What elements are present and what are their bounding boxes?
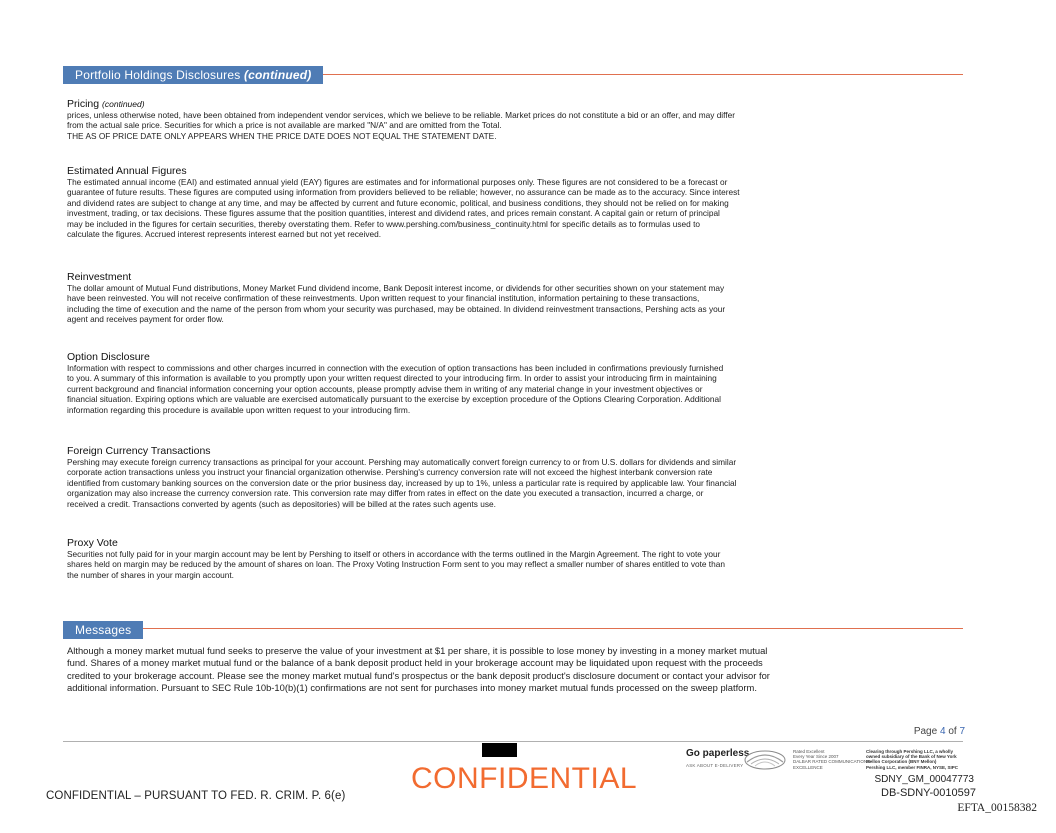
- estimated-annual-figures-section: [67, 165, 963, 239]
- estimated-title: Estimated Annual Figures: [67, 165, 187, 177]
- estimated-line: investment, trading, or tax decisions. These figures assume that the position quantities, interest and dividend rates, and prices remain constant. A capital gain or return of principal: [67, 208, 720, 219]
- bates-number-efta: EFTA_00158382: [957, 802, 1037, 814]
- clearing-text: [866, 749, 958, 770]
- option-line: Information with respect to commissions and other charges incurred in connection with the execution of option transactions has been included in confirmations previously furnished: [67, 363, 724, 373]
- reinvestment-section: [67, 271, 963, 325]
- pricing-line: THE AS OF PRICE DATE ONLY APPEARS WHEN THE PRICE DATE DOES NOT EQUAL THE STATEMENT DATE.: [67, 130, 497, 141]
- foreign-title: Foreign Currency Transactions: [67, 445, 211, 457]
- messages-header: [63, 621, 143, 639]
- proxy-line: Securities not fully paid for in your margin account may be lent by Pershing to itself or others in accordance with the terms outlined in the Margin Agreement. The right to vote your: [67, 549, 721, 559]
- foreign-line: Pershing may execute foreign currency transactions as principal for your account. Pershing may automatically convert foreign currency to or from U.S. dollars for dividends and similar: [67, 457, 737, 467]
- reinvestment-line: have been reinvested. You will not receive confirmation of these reinvestments. Upon written request to your financial institution, information pertaining to these transactions,: [67, 293, 700, 304]
- reinvestment-line: The dollar amount of Mutual Fund distributions, Money Market Fund dividend income, Bank Deposit interest income, or dividends for other securities shown on your statement may: [67, 283, 725, 293]
- clearing-line: Mellon Corporation (BNY Mellon): [866, 759, 937, 765]
- portfolio-tab-suffix: (continued): [243, 68, 312, 82]
- estimated-line: The estimated annual income (EAI) and estimated annual yield (EAY) figures are estimates and for informational purposes only. These figures are not considered to be a forecast or: [67, 177, 728, 187]
- proxy-title: Proxy Vote: [67, 537, 118, 549]
- redaction-box: [482, 743, 517, 757]
- option-line: current background and financial information concerning your option accounts, please promptly advise them in writing of any material change in your investment objectives or: [67, 383, 703, 394]
- portfolio-tab-label: Portfolio Holdings Disclosures: [75, 68, 241, 82]
- confidential-stamp: CONFIDENTIAL: [411, 762, 638, 795]
- dalbar-line: DALBAR RATED COMMUNICATIONS: [793, 759, 871, 765]
- pricing-title-text: Pricing: [67, 98, 100, 110]
- pricing-section: [67, 98, 963, 141]
- bates-number-db-sdny: DB-SDNY-0010597: [881, 787, 976, 799]
- foreign-line: received a credit. Transactions converted by agents (such as depositories) will be billed at the rates such agents use.: [67, 498, 496, 509]
- pricing-title-suffix: (continued): [102, 99, 145, 109]
- page-label: Page: [913, 726, 938, 737]
- bates-number-sdny-gm: SDNY_GM_00047773: [874, 774, 974, 785]
- proxy-line: the number of shares in your margin account.: [67, 569, 234, 580]
- pricing-line: prices, unless otherwise noted, have been obtained from independent vendor services, which we believe to be reliable. Market prices do not constitute a bid or an offer, and may differ: [67, 110, 735, 120]
- proxy-line: shares held on margin may be reduced by the amount of shares on loan. The Proxy Voting Instruction Form sent to you may reflect a smaller number of shares entitled to vote than: [67, 559, 725, 570]
- dalbar-line: EXCELLENCE: [793, 764, 823, 770]
- page-of: of: [948, 726, 957, 737]
- estimated-line: and dividend rates are subject to change at any time, and may be affected by current and future economic, political, and business conditions, they should not be relied on for making: [67, 197, 729, 208]
- reinvestment-line: including the time of execution and the name of the person from whom your security was purchased, may be obtained. In dividend reinvestment transactions, Pershing acts as your: [67, 303, 726, 314]
- messages-header-rule: [143, 628, 963, 629]
- messages-line: Although a money market mutual fund seeks to preserve the value of your investment at $1 per share, it is possible to lose money by investing in a money market mutual: [67, 645, 768, 656]
- portfolio-disclosures-header: [63, 66, 323, 84]
- messages-line: fund. Shares of a money market mutual fund or the balance of a bank deposit product held in your brokerage account may be liquidated upon request with the proceeds: [67, 657, 763, 669]
- clearing-line: owned subsidiary of the Bank of New York: [866, 754, 957, 760]
- proxy-vote-section: [67, 537, 963, 580]
- clearing-line: Pershing LLC, member FINRA, NYSE, SIPC: [866, 764, 959, 770]
- option-line: financial situation. Expiring options which are valuable are exercised automatically pursuant to the exercise by exception procedure of the Options Clearing Corporation. Additional: [67, 394, 721, 405]
- dalbar-line: Every Year Since 2007: [793, 754, 839, 760]
- estimated-line: may be included in the figures for certain securities, thereby overstating them. Refer to www.pershing.com/business_continuity.html for specific details as to formulas used to: [67, 218, 701, 229]
- messages-tab: Messages: [63, 621, 143, 639]
- clearing-line: Clearing through Pershing LLC, a wholly: [866, 749, 954, 754]
- foreign-line: identified from customary banking sources on the conversion date or the prior business day, increased by up to 1%, unless a particular rate is required by applicable law. Your financial: [67, 477, 737, 488]
- messages-line: additional information. Pursuant to SEC Rule 10b-10(b)(1) confirmations are not sent for purchases into money market mutual funds processed on the sweep platform.: [67, 682, 757, 694]
- dalbar-seal-icon: [743, 746, 787, 772]
- foreign-currency-section: [67, 445, 963, 509]
- page-current: 4: [939, 726, 946, 737]
- messages-line: credited to your brokerage account. Please see the money market mutual fund's prospectus or the bank deposit product's disclosure document or contact your advisor for: [67, 669, 770, 681]
- confidential-notice: CONFIDENTIAL – PURSUANT TO FED. R. CRIM. P. 6(e): [46, 790, 346, 802]
- option-disclosure-section: [67, 351, 963, 415]
- page-number: [914, 726, 965, 737]
- go-paperless-subtitle: ASK ABOUT E-DELIVERY: [686, 763, 744, 768]
- estimated-line: calculate the figures. Accrued interest represents interest earned but not yet received.: [67, 229, 382, 240]
- foreign-line: corporate action transactions unless you instruct your financial organization otherwise. Pershing's currency conversion rate will not exceed the highest interbank conversion rate: [67, 467, 713, 478]
- footer-rule: [63, 741, 963, 742]
- foreign-line: organization may also increase the currency conversion rate. This conversion rate may differ from rates in effect on the date you executed a transaction, incurred a charge, or: [67, 488, 704, 499]
- go-paperless-label: Go paperless: [686, 748, 750, 759]
- option-line: information regarding this procedure is available upon written request to your introducing firm.: [67, 404, 411, 415]
- portfolio-header-rule: [323, 74, 963, 75]
- estimated-line: guarantee of future results. These figures are computed using information from providers believed to be reliable; however, no assurance can be made as to the accuracy. Since interest: [67, 187, 740, 198]
- reinvestment-line: agent and receives payment for order flow.: [67, 314, 224, 325]
- option-title: Option Disclosure: [67, 351, 150, 363]
- messages-body: [67, 645, 967, 695]
- page-total: 7: [959, 726, 965, 737]
- dalbar-line: Rated Excellent: [793, 749, 825, 754]
- option-line: to you. A summary of this information is available to you promptly upon your written request directed to your introducing firm. In order to assist your introducing firm in maintaining: [67, 373, 717, 384]
- reinvestment-title: Reinvestment: [67, 271, 132, 283]
- pricing-title: [67, 98, 963, 110]
- dalbar-text: [793, 749, 870, 770]
- pricing-line: from the actual sale price. Securities for which a price is not available are marked "N/A" and are omitted from the Total.: [67, 120, 502, 131]
- portfolio-disclosures-tab: [63, 66, 323, 84]
